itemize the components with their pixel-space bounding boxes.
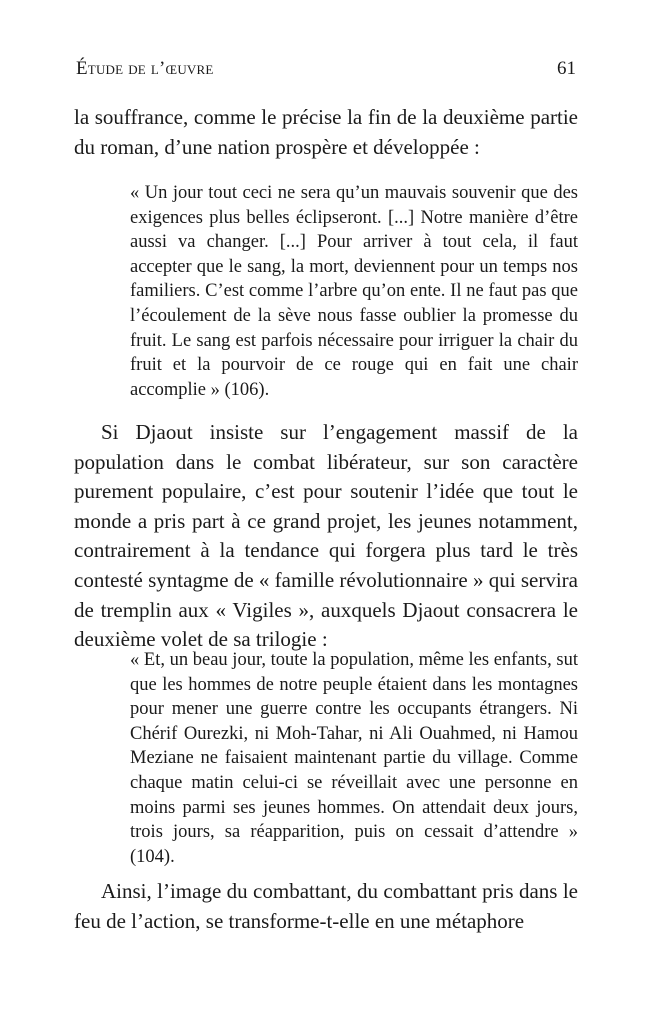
paragraph-1: la souffrance, comme le précise la fin de la deuxième partie du roman, d’une nation prospère et développée : bbox=[74, 105, 578, 159]
paragraph-2: Si Djaout insiste sur l’engagement massif de la population dans le combat libérateur, sur son caractère purement populaire, c’est pour soutenir l’idée que tout le monde a pris part à ce grand projet, les jeunes notamment, contrairement à la tendance qui forgera plus tard le très contesté syntagme de « famille révolutionnaire » qui servira de tremplin aux « Vigiles », auxquels Djaout consacrera le deuxième volet de sa trilogie : bbox=[74, 420, 578, 652]
running-title: Étude de l’œuvre bbox=[76, 58, 214, 79]
block-quote-1: « Un jour tout ceci ne sera qu’un mauvais souvenir que des exigences plus belles éclipseront. [...] Notre manière d’être aussi va changer. [...] Pour arriver à tout cela, il faut accepter que le sang, la mort, deviennent pour un temps nos familiers. C’est comme l’arbre qu’on ente. Il ne faut pas que l’écoulement de la sève nous fasse oublier la promesse du fruit. Le sang est parfois nécessaire pour irriguer la chair du fruit et la pourvoir de ce rouge qui en fait une chair accomplie » (106). bbox=[130, 183, 578, 400]
block-quote-2: « Et, un beau jour, toute la population, même les enfants, sut que les hommes de notre peuple étaient dans les montagnes pour mener une guerre contre les occupants étrangers. Ni Chérif Ourezki, ni Moh-Tahar, ni Ali Ouahmed, ni Hamou Meziane ne faisaient maintenant partie du village. Comme chaque matin celui-ci se réveillait avec une personne en moins parmi ses jeunes hommes. On attendait deux jours, trois jours, sa réapparition, puis on cessait d’attendre » (104). bbox=[130, 650, 578, 867]
running-head bbox=[74, 56, 578, 82]
page-number: 61 bbox=[557, 58, 576, 79]
paragraph-3: Ainsi, l’image du combattant, du combattant pris dans le feu de l’action, se transforme-t-elle en une métaphore bbox=[74, 879, 578, 933]
